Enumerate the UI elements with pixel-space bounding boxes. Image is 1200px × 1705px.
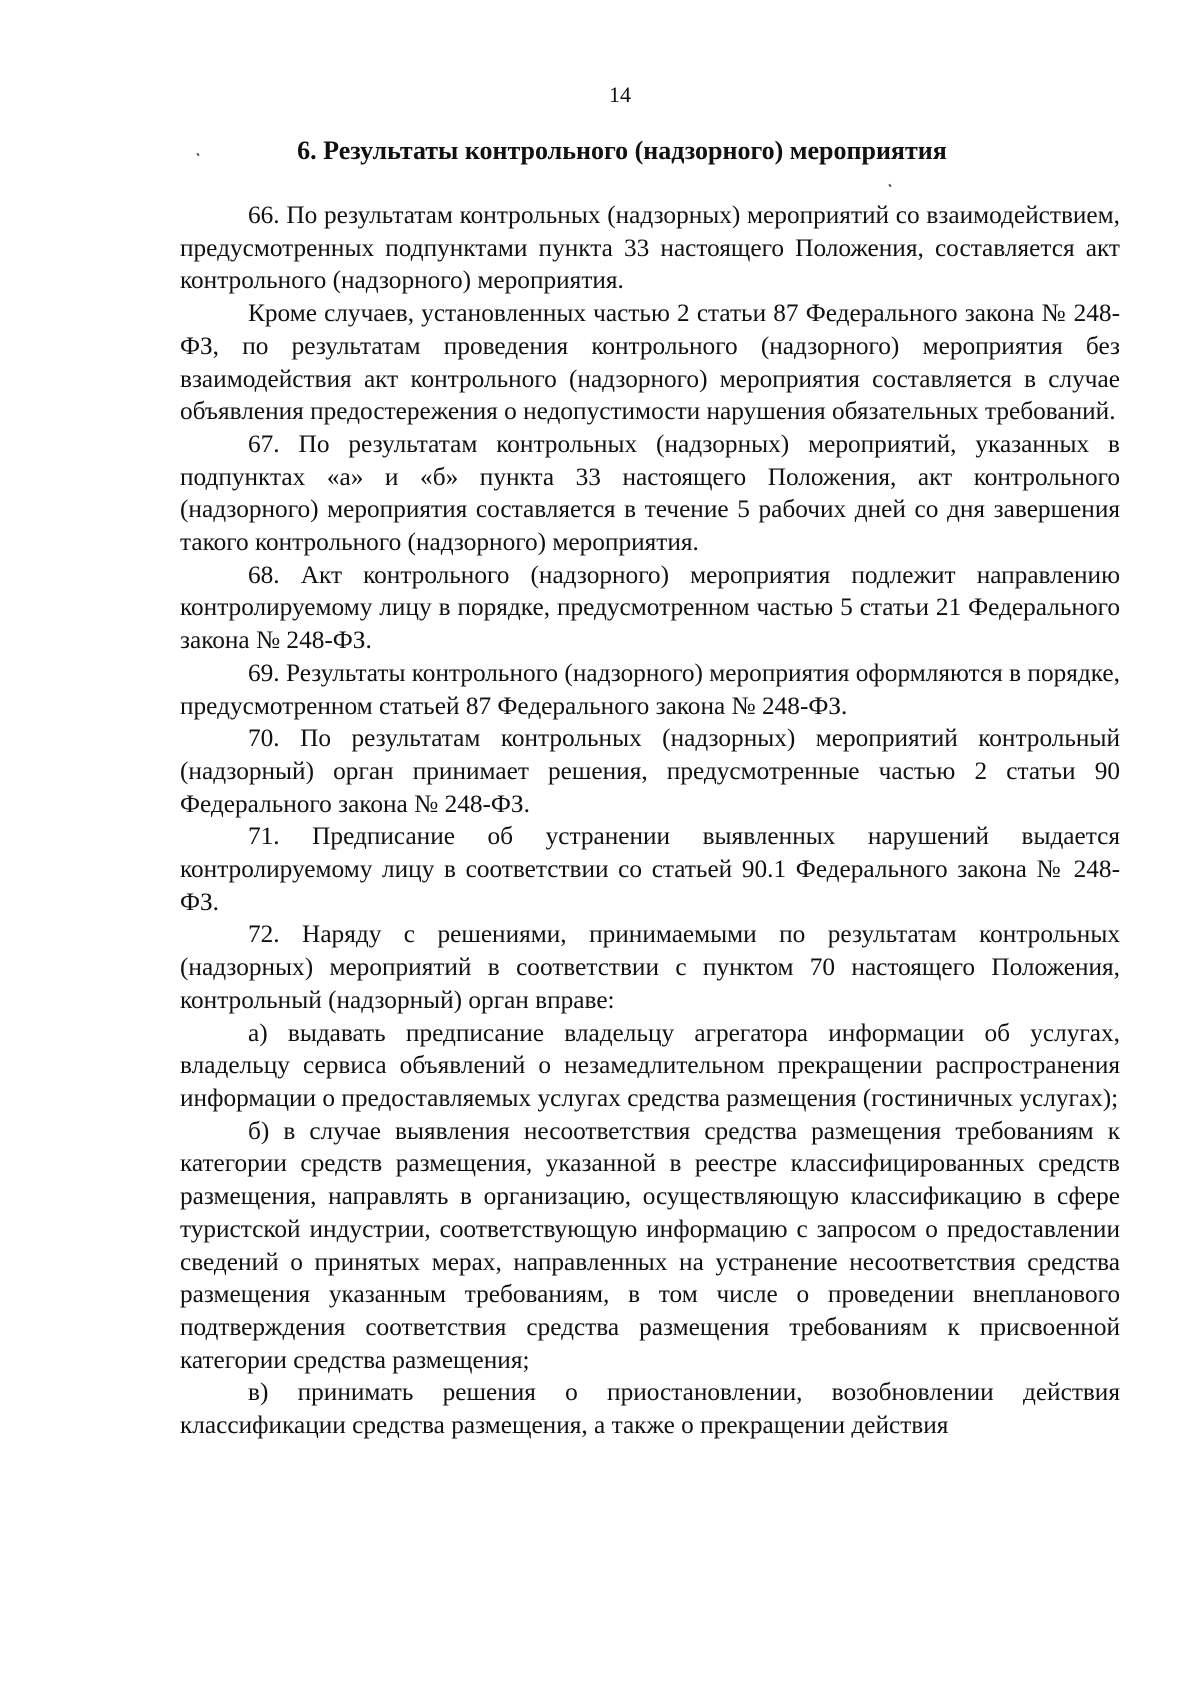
paragraph-69: 69. Результаты контрольного (надзорного) мероприятия оформляются в порядке, предусмотренном статьей 87 Федерального закона № 248-ФЗ. xyxy=(180,658,1120,720)
section-title: 6. Результаты контрольного (надзорного) мероприятия xyxy=(297,136,947,165)
paragraph-71: 71. Предписание об устранении выявленных нарушений выдается контролируемому лицу в соответствии со статьей 90.1 Федерального закона № 248-ФЗ. xyxy=(180,822,1120,916)
paragraph-66: 66. По результатам контрольных (надзорных) мероприятий со взаимодействием, предусмотренных подпунктами пункта 33 настоящего Положения, составляется акт контрольного (надзорного) мероприятия. xyxy=(180,201,1120,295)
subparagraph-b: б) в случае выявления несоответствия средства размещения требованиям к категории средств размещения, указанной в реестре классифицированных средств размещения, направлять в организацию, осуществляющую классификацию в сфере туристской индустрии, соответствующую информацию с запросом о предоставлении сведений о принятых мерах, направленных на устранение несоответствия средства размещения указанным требованиям, в том числе о проведении внепланового подтверждения соответствия средства размещения требованиям к присвоенной категории средства размещения; xyxy=(180,1116,1120,1374)
subparagraph-a: а) выдавать предписание владельцу агрегатора информации об услугах, владельцу сервиса объявлений о незамедлительном прекращении распространения информации о предоставляемых услугах средства размещения (гостиничных услугах); xyxy=(180,1018,1120,1112)
document-body xyxy=(180,199,1120,1442)
subparagraph-v: в) принимать решения о приостановлении, возобновлении действия классификации средства размещения, а также о прекращении действия xyxy=(180,1378,1120,1440)
paragraph-67: 67. По результатам контрольных (надзорных) мероприятий, указанных в подпунктах «а» и «б» пункта 33 настоящего Положения, акт контрольного (надзорного) мероприятия составляется в течение 5 рабочих дней со дня завершения такого контрольного (надзорного) мероприятия. xyxy=(180,429,1120,557)
paragraph-66-continued: Кроме случаев, установленных частью 2 статьи 87 Федерального закона № 248-ФЗ, по результатам проведения контрольного (надзорного) мероприятия без взаимодействия акт контрольного (надзорного) мероприятия составляется в случае объявления предостережения о недопустимости нарушения обязательных требований. xyxy=(180,299,1120,426)
paragraph-70: 70. По результатам контрольных (надзорных) мероприятий контрольный (надзорный) орган принимает решения, предусмотренные частью 2 статьи 90 Федерального закона № 248-ФЗ. xyxy=(180,724,1120,818)
page-number: 14 xyxy=(609,82,631,107)
paragraph-72: 72. Наряду с решениями, принимаемыми по результатам контрольных (надзорных) мероприятий в соответствии с пунктом 70 настоящего Положения, контрольный (надзорный) орган вправе: xyxy=(180,920,1120,1014)
scan-speck xyxy=(888,184,891,188)
paragraph-68: 68. Акт контрольного (надзорного) мероприятия подлежит направлению контролируемому лицу в порядке, предусмотренном частью 5 статьи 21 Федерального закона № 248-ФЗ. xyxy=(180,560,1120,655)
